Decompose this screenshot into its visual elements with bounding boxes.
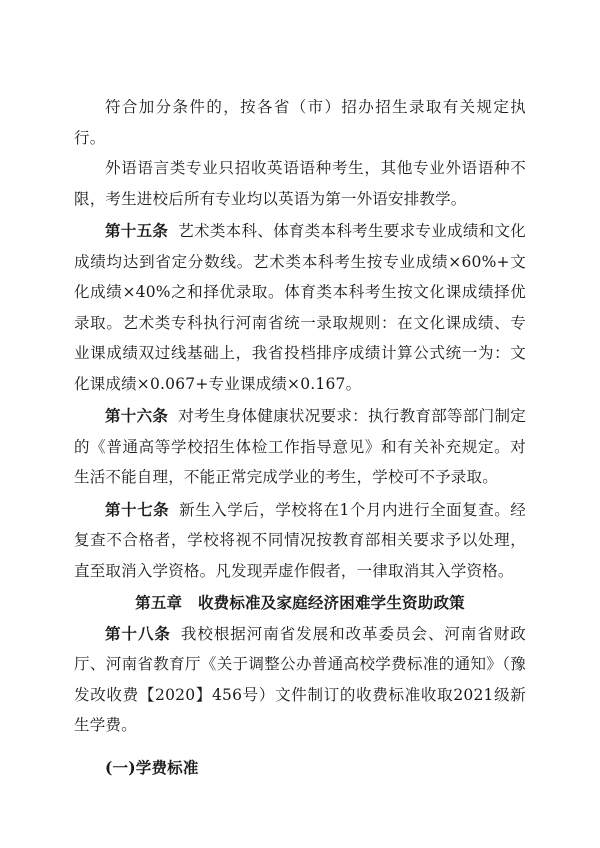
document-body — [74, 92, 526, 783]
subheading-tuition-standard: (一)学费标准 — [105, 757, 199, 777]
article-16 — [74, 401, 526, 493]
article-18-text: 我校根据河南省发展和改革委员会、河南省财政厅、河南省教育厅《关于调整公办普通高校学费标准的通知》（豫发改收费【2020】456号）文件制订的收费标准收取2021级新生学费。 — [74, 624, 526, 734]
paragraph-bonus-points: 符合加分条件的，按各省（市）招办招生录取有关规定执行。 — [74, 98, 526, 147]
chapter-5-heading: 第五章 收费标准及家庭经济困难学生资助政策 — [135, 593, 465, 612]
article-16-text: 对考生身体健康状况要求：执行教育部等部门制定的《普通高等学校招生体检工作指导意见》和有关补充规定。对生活不能自理，不能正常完成学业的考生，学校可不予录取。 — [74, 407, 526, 486]
article-17-label: 第十七条 — [105, 499, 170, 519]
article-16-label: 第十六条 — [105, 406, 169, 425]
article-15 — [74, 216, 526, 399]
article-18 — [74, 619, 526, 741]
article-15-text: 艺术类本科、体育类本科考生要求专业成绩和文化成绩均达到省定分数线。艺术类本科考生按专业成绩×60%+文化成绩×40%之和择优录取。体育类本科考生按文化课成绩择优录取。艺术类专科执行河南省统一录取规则：在文化课成绩、专业课成绩双过线基础上，我省投档排序成绩计算公式统一为：文化课成绩×0.067+专业课成绩×0.167。 — [74, 222, 526, 393]
article-17-text: 新生入学后，学校将在1个月内进行全面复查。经复查不合格者，学校将视不同情况按教育部相关要求予以处理，直至取消入学资格。凡发现弄虚作假者，一律取消其入学资格。 — [74, 500, 526, 580]
article-18-label: 第十八条 — [105, 623, 171, 643]
article-15-label: 第十五条 — [105, 221, 169, 240]
article-17 — [74, 495, 526, 587]
paragraph-foreign-language: 外语语言类专业只招收英语语种考生，其他专业外语语种不限，考生进校后所有专业均以英语为第一外语安排教学。 — [74, 159, 526, 208]
